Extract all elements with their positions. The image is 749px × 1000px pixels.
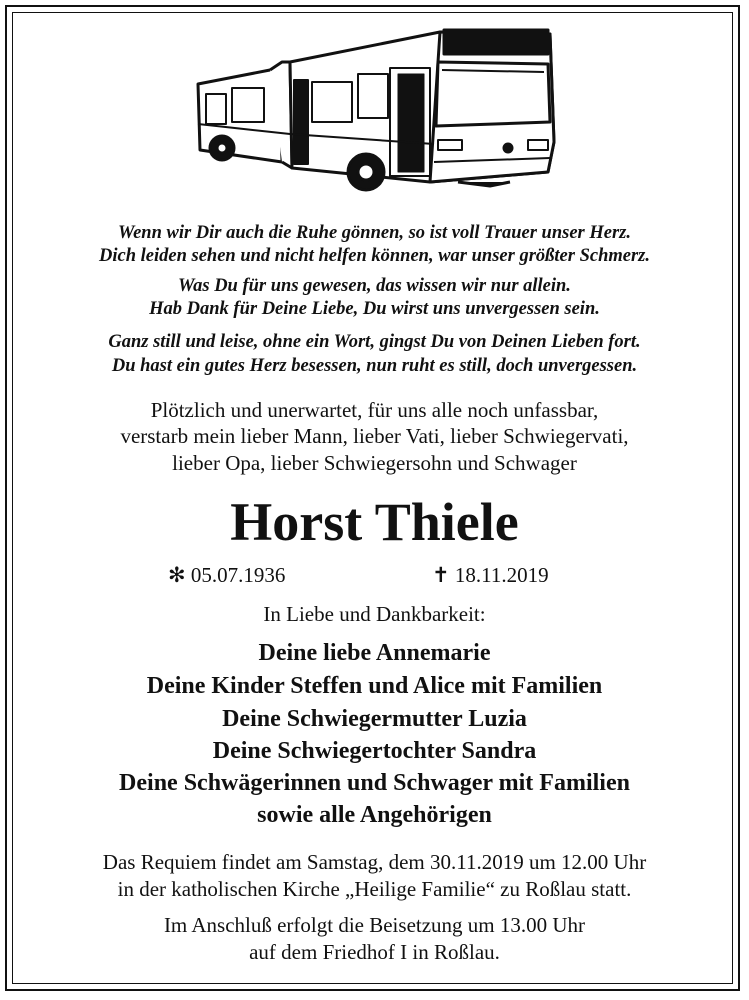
poem-line: Wenn wir Dir auch die Ruhe gönnen, so ist voll Trauer unser Herz. <box>118 223 631 243</box>
requiem-line: in der katholischen Kirche „Heilige Familie“ zu Roßlau statt. <box>117 877 632 901</box>
birth-date <box>168 563 368 587</box>
death-date-value: 18.11.2019 <box>454 563 549 587</box>
bus-illustration <box>190 22 560 202</box>
poem-line: Hab Dank für Deine Liebe, Du wirst uns unvergessen sein. <box>149 299 600 319</box>
intro-line: verstarb mein lieber Mann, lieber Vati, lieber Schwiegervati, <box>120 424 629 448</box>
deceased-name: Horst Thiele <box>230 492 519 552</box>
poem-line: Ganz still und leise, ohne ein Wort, gingst Du von Deinen Lieben fort. <box>108 332 641 352</box>
requiem-line: Das Requiem findet am Samstag, dem 30.11.2019 um 12.00 Uhr <box>102 850 647 874</box>
closing-line: In Liebe und Dankbarkeit: <box>263 602 486 626</box>
family-line: Deine Schwiegermutter Luzia <box>222 706 527 732</box>
birth-date-value: 05.07.1936 <box>190 563 286 587</box>
death-cross-icon: ✝ <box>432 563 450 587</box>
burial-line: Im Anschluß erfolgt die Beisetzung um 13.00 Uhr <box>163 913 586 937</box>
family-line: sowie alle Angehörigen <box>257 802 492 828</box>
intro-line: Plötzlich und unerwartet, für uns alle noch unfassbar, <box>150 398 599 422</box>
family-line: Deine Schwägerinnen und Schwager mit Familien <box>119 770 630 796</box>
family-line: Deine Schwiegertochter Sandra <box>212 738 537 764</box>
family-line: Deine liebe Annemarie <box>258 640 491 666</box>
poem-line: Du hast ein gutes Herz besessen, nun ruht es still, doch unvergessen. <box>111 356 638 376</box>
family-line: Deine Kinder Steffen und Alice mit Familien <box>146 673 603 699</box>
poem-line: Dich leiden sehen und nicht helfen können, war unser größter Schmerz. <box>99 246 650 266</box>
death-date <box>432 563 632 587</box>
intro-line: lieber Opa, lieber Schwiegersohn und Schwager <box>172 451 577 475</box>
burial-line: auf dem Friedhof I in Roßlau. <box>249 940 500 964</box>
poem-line: Was Du für uns gewesen, das wissen wir nur allein. <box>178 276 571 296</box>
birth-star-icon: ✻ <box>168 563 186 587</box>
